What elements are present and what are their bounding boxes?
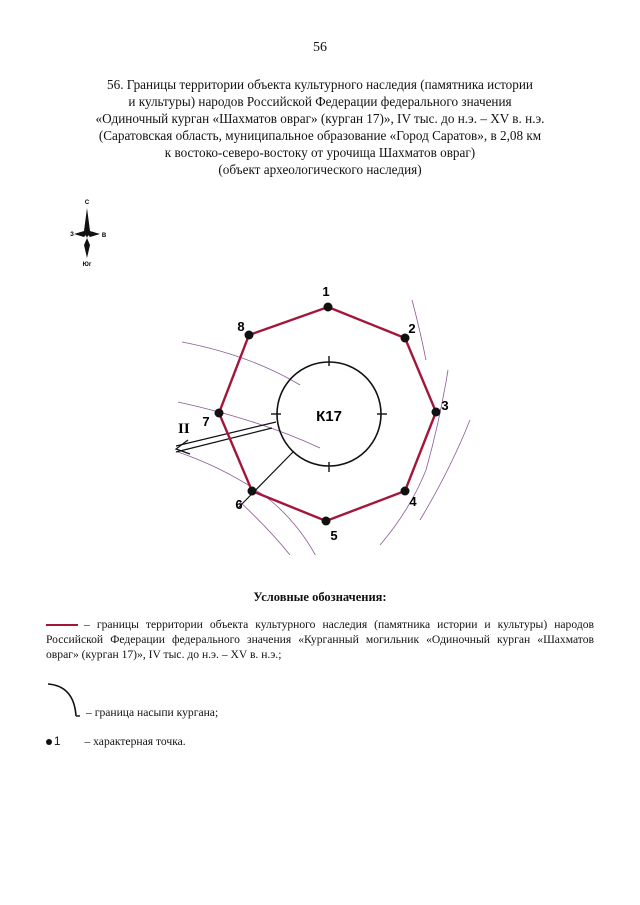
point-dot-icon [46,739,52,745]
page-number: 56 [313,40,327,55]
point-marker-4 [401,487,410,496]
point-label-1: 1 [322,284,330,299]
title-line: «Одиночный курган «Шахматов овраг» (курган 17)», IV тыс. до н.э. – XV в. н.э. [95,111,545,126]
mound-arc-icon [46,680,86,722]
point-marker-7 [215,409,224,418]
legend-item-boundary [46,617,594,662]
point-label-4: 4 [409,494,417,509]
boundary-swatch [46,624,78,626]
point-label-8: 8 [237,319,245,334]
mound-label: К17 [316,408,342,425]
title-line: 56. Границы территории объекта культурного наследия (памятника истории [107,77,533,92]
compass-east-label: В [101,233,107,239]
title-line: (Саратовская область, муниципальное образование «Город Саратов», в 2,08 км [98,128,542,143]
point-marker-6 [248,487,257,496]
legend-title: Условные обозначения: [253,590,387,604]
profile-arrow [176,422,293,508]
point-label-3: 3 [441,398,449,413]
boundary-scheme [160,275,480,555]
legend-item-mound [46,680,446,726]
legend-boundary-text: – границы территории объекта культурного наследия (памятника истории и культуры) народов Российской Федерации федерального значения «Курганный могильник «Одиночный курган «Шахматов овраг» (курган 17)», IV тыс. до н.э. – XV в. н.э.; [46,618,594,661]
terrain-lines [178,300,470,555]
compass-rose-icon [66,194,112,270]
point-label-6: 6 [235,497,243,512]
document-title [40,76,600,178]
legend-point-text: – характерная точка. [84,735,186,748]
legend-mound-text: – граница насыпи кургана; [86,706,219,719]
point-marker-1 [324,303,333,312]
legend-item-point [46,735,446,748]
compass-north-label: С [84,200,90,206]
point-marker-8 [245,331,254,340]
compass-south-label: Юг [82,262,92,268]
title-line: (объект археологического наследия) [218,162,422,177]
point-label-7: 7 [202,414,210,429]
point-label-2: 2 [408,321,416,336]
compass-west-label: З [70,232,74,238]
title-line: к востоко-северо-востоку от урочища Шахматов овраг) [164,145,476,160]
point-marker-3 [432,408,441,417]
point-marker-5 [322,517,331,526]
profile-label: II [178,421,190,437]
legend-point-number: 1 [54,735,61,748]
title-line: и культуры) народов Российской Федерации федерального значения [128,94,512,109]
point-label-5: 5 [330,528,338,543]
